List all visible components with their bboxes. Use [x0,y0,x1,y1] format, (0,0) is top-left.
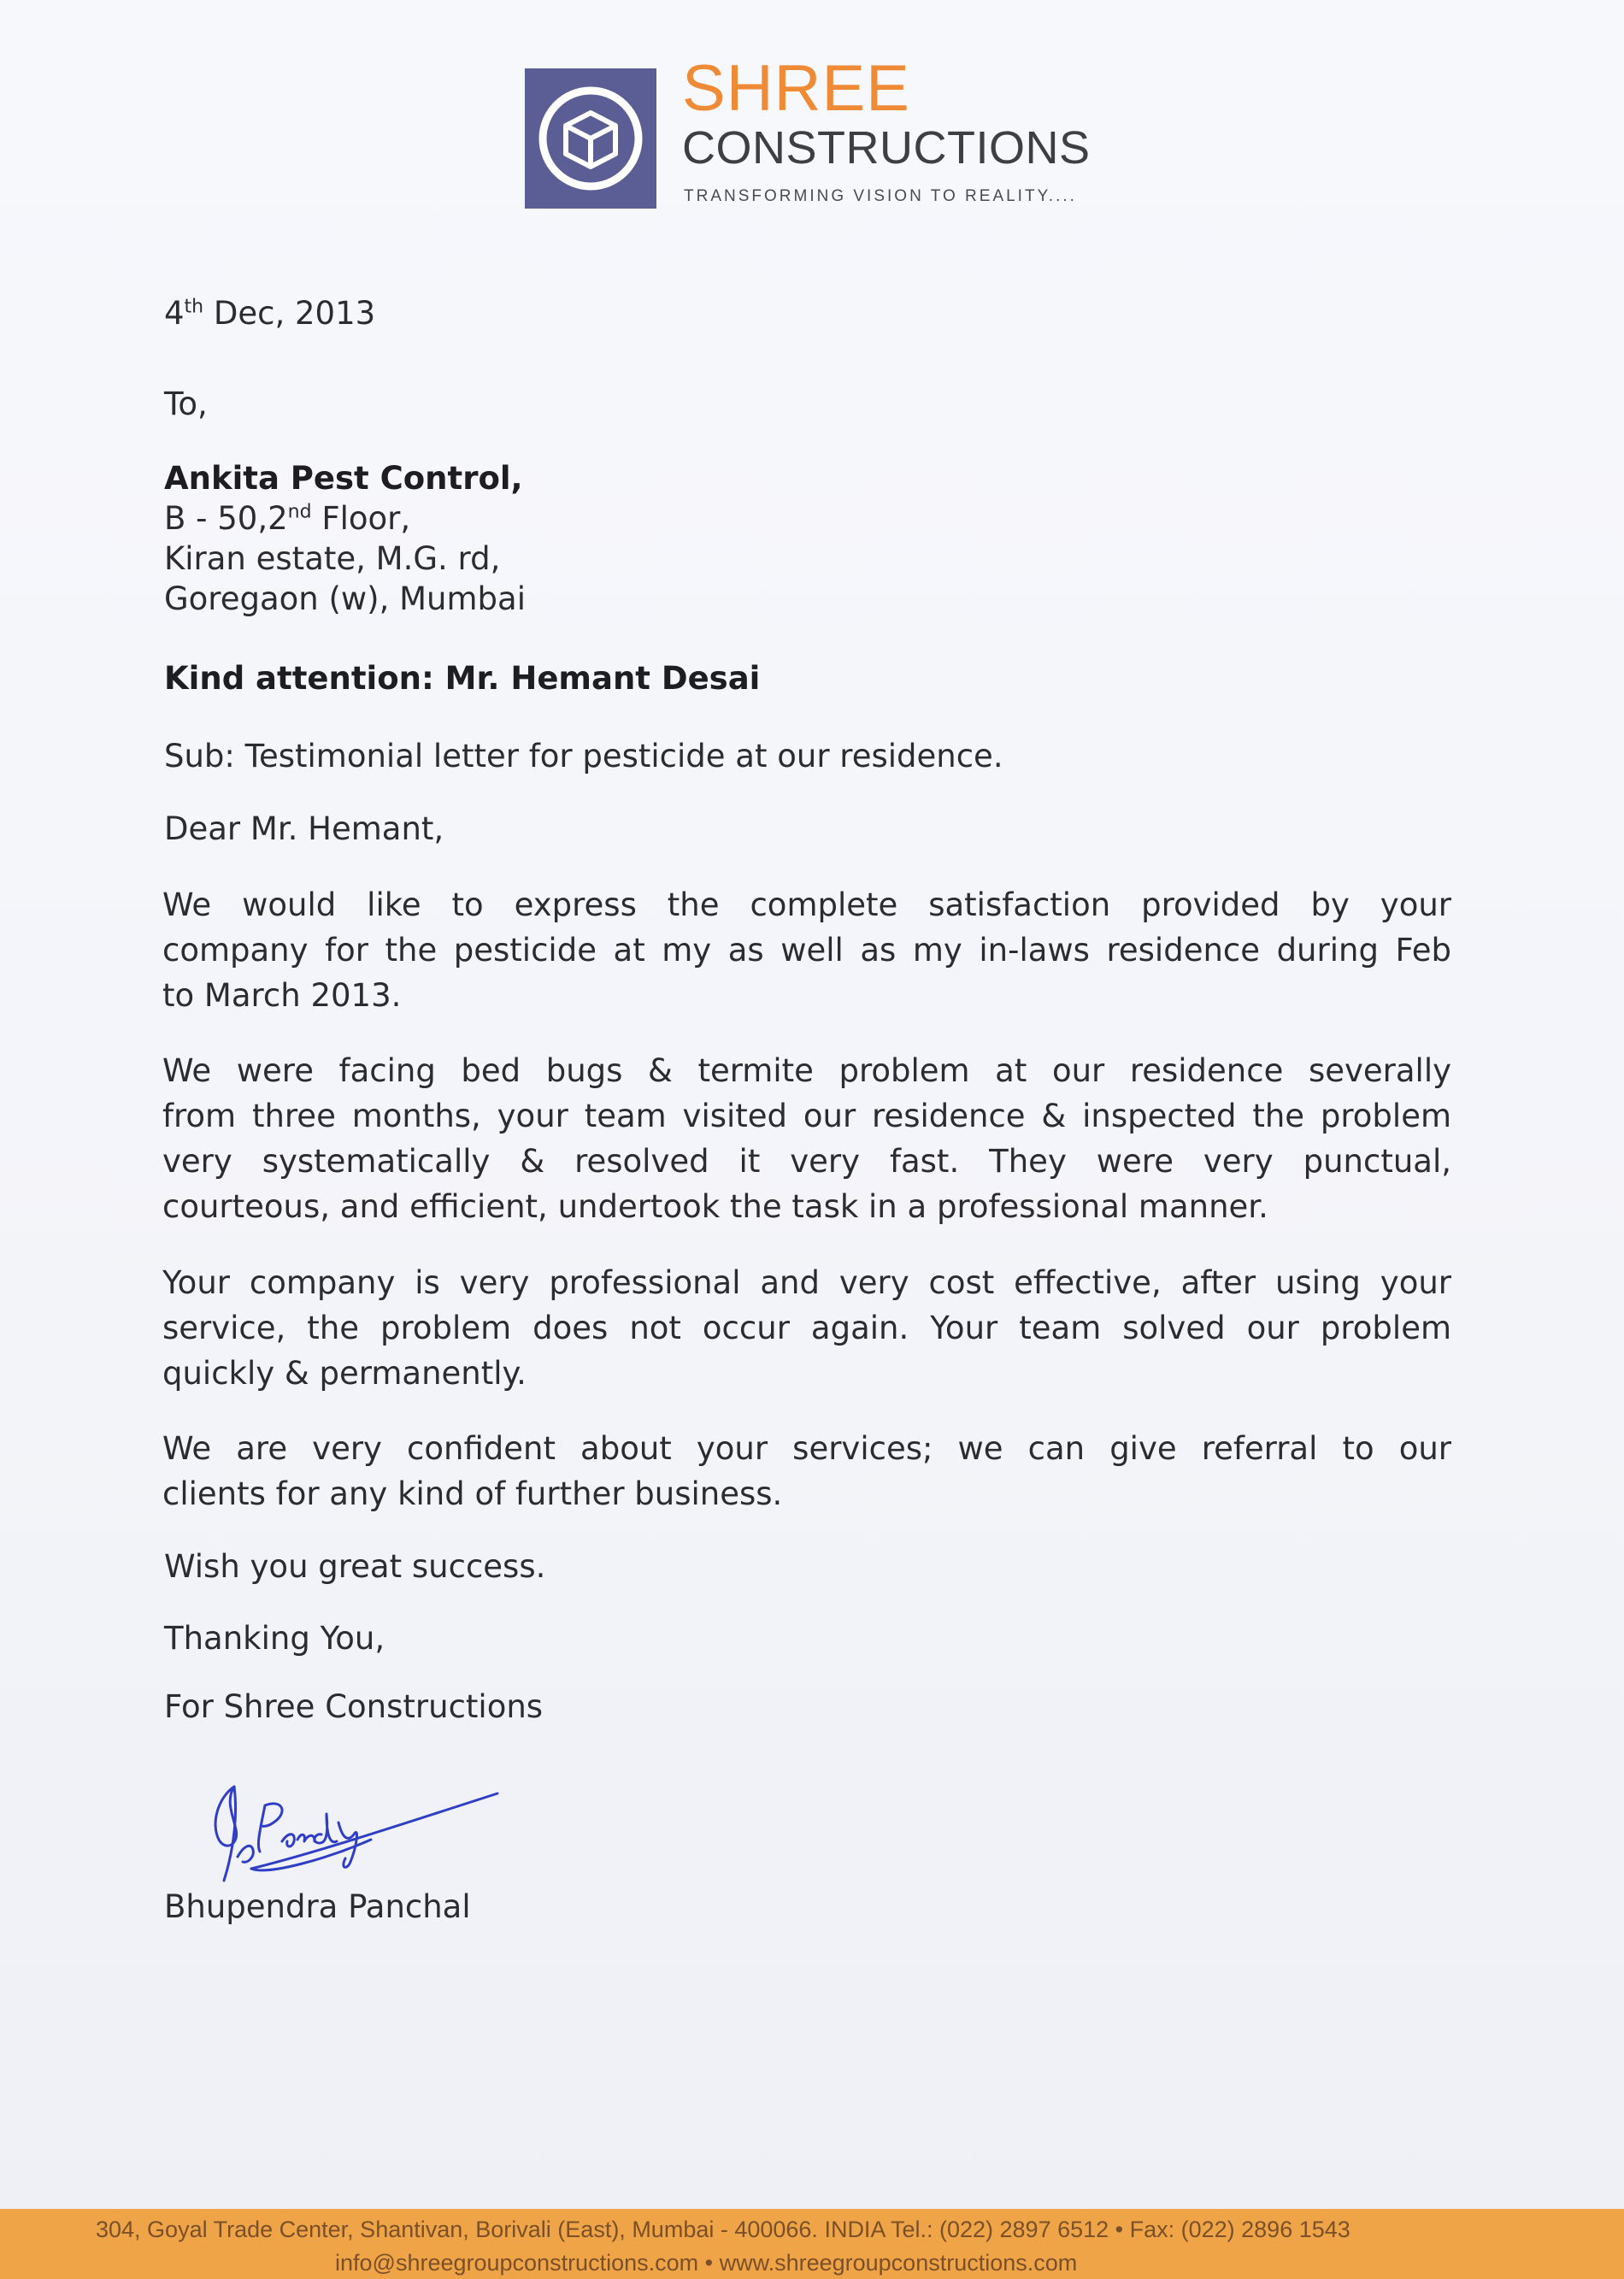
wish-line: Wish you great success. [164,1548,546,1585]
salutation: Dear Mr. Hemant, [164,810,444,847]
recipient-address-line-1: B - 50,2nd Floor, [164,500,411,537]
brand-name: SHREE [682,52,910,125]
paragraph-4 [162,1426,1451,1516]
closing-line: Thanking You, [164,1620,385,1657]
company-sign-line: For Shree Constructions [164,1688,544,1725]
paragraph-line: We were facing bed bugs & termite problem at our residence severally [162,1052,1451,1089]
paragraph-2 [162,1048,1451,1229]
paragraph-line: courteous, and efficient, undertook the task in a professional manner. [162,1188,1268,1225]
paragraph-3 [162,1260,1451,1396]
recipient-address-line-2: Kiran estate, M.G. rd, [164,540,501,577]
handwritten-signature [200,1763,508,1891]
paragraph-line: very systematically & resolved it very fast. They were very punctual, [162,1143,1451,1180]
brand-tagline: TRANSFORMING VISION TO REALITY.... [684,187,1077,205]
cube-logo-icon [525,68,656,209]
paragraph-line: from three months, your team visited our residence & inspected the problem [162,1098,1451,1134]
subject-line: Sub: Testimonial letter for pesticide at our residence. [164,738,1003,774]
brand-subtitle: CONSTRUCTIONS [682,122,1091,174]
paragraph-1 [162,882,1451,1018]
paragraph-line: We are very confident about your services; we can give referral to our [162,1430,1451,1467]
footer-address: 304, Goyal Trade Center, Shantivan, Borivali (East), Mumbai - 400066. INDIA Tel.: (022) 2897 6512 • Fax: (022) 2896 1543 [96,2217,1350,2242]
paragraph-line: to March 2013. [162,977,402,1014]
paragraph-line: service, the problem does not occur again. Your team solved our problem [162,1310,1451,1346]
footer-contact: info@shreegroupconstructions.com • www.shreegroupconstructions.com [335,2250,1078,2276]
signatory-name: Bhupendra Panchal [164,1888,471,1925]
recipient-address-line-3: Goregaon (w), Mumbai [164,580,526,617]
to-label: To, [164,386,208,422]
paragraph-line: clients for any kind of further business. [162,1475,783,1512]
paragraph-line: We would like to express the complete satisfaction provided by your [162,886,1451,923]
paragraph-line: quickly & permanently. [162,1355,527,1392]
company-logo [525,68,656,209]
recipient-name: Ankita Pest Control, [164,460,523,497]
paragraph-line: company for the pesticide at my as well as my in-laws residence during Feb [162,932,1451,969]
paragraph-line: Your company is very professional and very cost effective, after using your [162,1264,1451,1301]
letter-date: 4th Dec, 2013 [164,295,376,332]
attention-line: Kind attention: Mr. Hemant Desai [164,660,761,697]
